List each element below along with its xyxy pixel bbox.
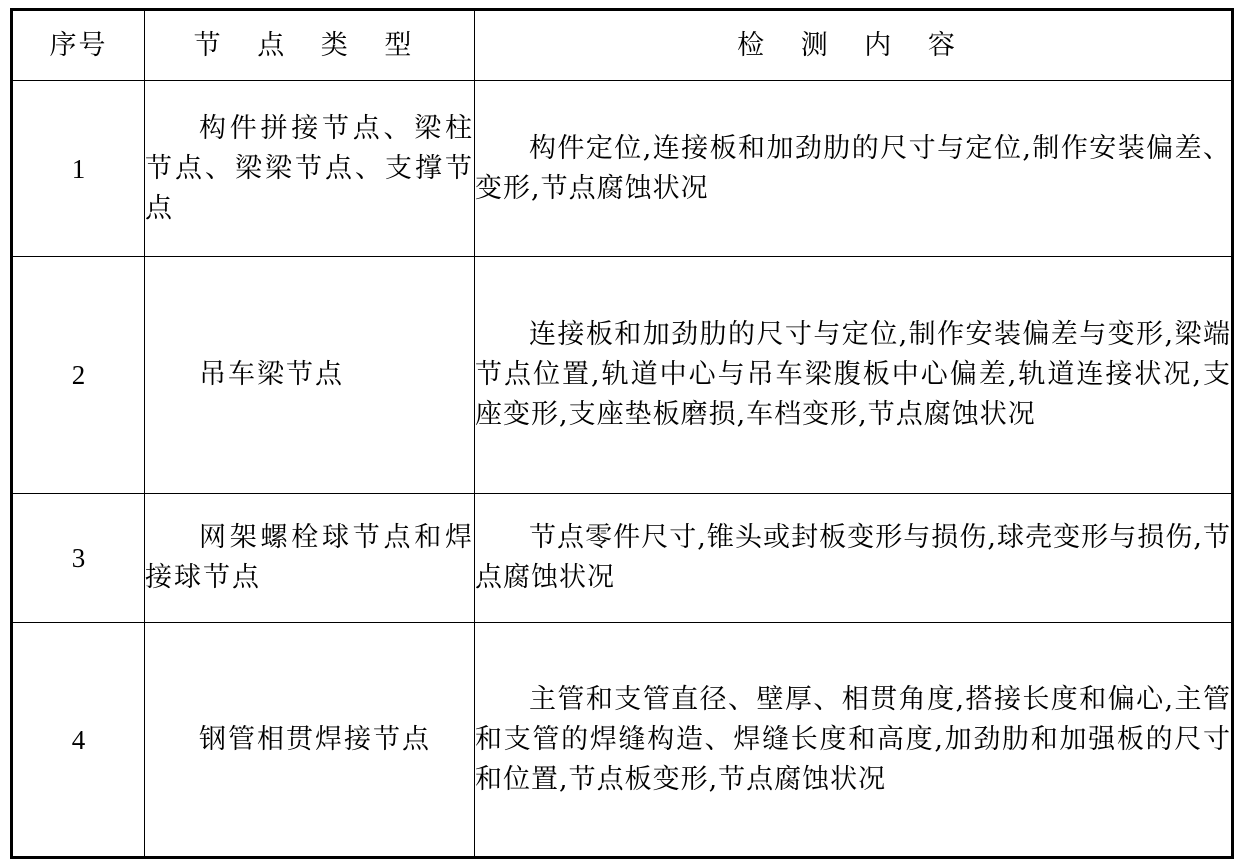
header-inspection-content: 检 测 内 容 [475,10,1233,81]
row-inspection-content: 构件定位,连接板和加劲肋的尺寸与定位,制作安装偏差、变形,节点腐蚀状况 [475,81,1233,257]
row-inspection-content: 主管和支管直径、壁厚、相贯角度,搭接长度和偏心,主管和支管的焊缝构造、焊缝长度和高度,加劲肋和加强板的尺寸和位置,节点板变形,节点腐蚀状况 [475,623,1233,858]
row-index: 2 [12,257,145,494]
table-row [12,257,1233,494]
inspection-table [10,8,1234,859]
table-row [12,81,1233,257]
row-index: 1 [12,81,145,257]
row-index: 4 [12,623,145,858]
table-row [12,494,1233,623]
header-node-type: 节 点 类 型 [145,10,475,81]
row-node-type: 网架螺栓球节点和焊接球节点 [145,494,475,623]
row-node-type: 钢管相贯焊接节点 [145,623,475,858]
row-inspection-content: 连接板和加劲肋的尺寸与定位,制作安装偏差与变形,梁端节点位置,轨道中心与吊车梁腹板中心偏差,轨道连接状况,支座变形,支座垫板磨损,车档变形,节点腐蚀状况 [475,257,1233,494]
row-node-type: 吊车梁节点 [145,257,475,494]
row-node-type: 构件拼接节点、梁柱节点、梁梁节点、支撑节点 [145,81,475,257]
row-index: 3 [12,494,145,623]
row-inspection-content: 节点零件尺寸,锥头或封板变形与损伤,球壳变形与损伤,节点腐蚀状况 [475,494,1233,623]
header-index: 序号 [12,10,145,81]
table-row [12,623,1233,858]
table-header-row [12,10,1233,81]
